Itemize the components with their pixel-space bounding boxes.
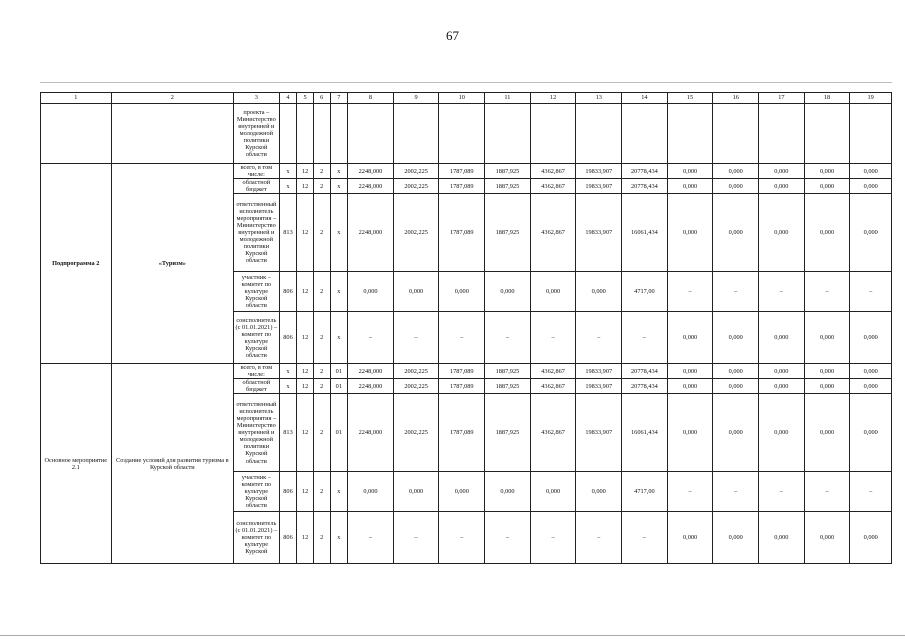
section-code-cell: 12	[297, 394, 314, 472]
section-code-cell: 12	[297, 312, 314, 364]
value-cell: 0,000	[759, 379, 805, 394]
value-cell: 0,000	[850, 164, 892, 179]
item-code-cell: х	[330, 472, 348, 512]
value-cell: 2002,225	[393, 179, 439, 194]
column-number: 15	[667, 93, 713, 104]
value-cell: 0,000	[713, 394, 759, 472]
value-cell: 19833,907	[576, 379, 622, 394]
value-cell: 0,000	[713, 512, 759, 564]
column-number: 6	[313, 93, 330, 104]
value-cell: –	[850, 472, 892, 512]
item-code-cell: х	[330, 272, 348, 312]
page-number: 67	[446, 28, 459, 43]
item-code-cell: х	[330, 512, 348, 564]
value-cell: 4362,867	[530, 179, 576, 194]
value-cell: 19833,907	[576, 194, 622, 272]
column-number: 3	[234, 93, 280, 104]
value-cell: 0,000	[348, 272, 394, 312]
value-cell: –	[667, 272, 713, 312]
value-cell: 2248,000	[348, 164, 394, 179]
subsection-code-cell: 2	[313, 179, 330, 194]
value-cell: 0,000	[804, 194, 850, 272]
value-cell: –	[576, 312, 622, 364]
item-code-cell: 01	[330, 379, 348, 394]
subsection-code-cell: 2	[313, 379, 330, 394]
value-cell: 4362,867	[530, 394, 576, 472]
value-cell: 0,000	[759, 312, 805, 364]
column-number: 16	[713, 93, 759, 104]
subsection-code-cell: 2	[313, 472, 330, 512]
value-cell: 0,000	[530, 472, 576, 512]
value-cell: –	[622, 312, 668, 364]
value-cell: –	[804, 472, 850, 512]
value-cell: 20778,434	[622, 179, 668, 194]
value-cell: 0,000	[713, 194, 759, 272]
subsection-code-cell: 2	[313, 394, 330, 472]
column-number: 5	[297, 93, 314, 104]
value-cell: 2002,225	[393, 164, 439, 179]
section-code-cell: 12	[297, 379, 314, 394]
admin-code-cell: 806	[279, 272, 297, 312]
value-cell: –	[439, 512, 485, 564]
table-row	[41, 164, 892, 179]
value-cell: 1787,089	[439, 179, 485, 194]
column-number: 1	[41, 93, 112, 104]
value-cell: 0,000	[804, 512, 850, 564]
value-cell: 2248,000	[348, 194, 394, 272]
value-cell: 19833,907	[576, 164, 622, 179]
value-cell: 0,000	[439, 472, 485, 512]
value-cell: 0,000	[439, 272, 485, 312]
value-cell: 4717,00	[622, 272, 668, 312]
value-cell: 2002,225	[393, 364, 439, 379]
admin-code-cell: 813	[279, 394, 297, 472]
value-cell: 0,000	[713, 364, 759, 379]
section-code-cell: 12	[297, 472, 314, 512]
section-name: «Туризм»	[111, 164, 233, 364]
value-cell: 2248,000	[348, 379, 394, 394]
activity-section	[41, 364, 892, 564]
subsection-code-cell: 2	[313, 512, 330, 564]
row-label: всего, в том числе:	[234, 164, 280, 179]
section-name: Создание условий для развития туризма в Курской области	[111, 364, 233, 564]
value-cell: 0,000	[804, 394, 850, 472]
value-cell: 2248,000	[348, 179, 394, 194]
value-cell: 0,000	[759, 394, 805, 472]
admin-code-cell: 806	[279, 472, 297, 512]
value-cell: 1887,925	[485, 164, 531, 179]
admin-code-cell: х	[279, 379, 297, 394]
value-cell: –	[667, 472, 713, 512]
subprogram-section	[41, 164, 892, 364]
value-cell: –	[622, 512, 668, 564]
row-label: участник – комитет по культуре Курской области	[234, 472, 280, 512]
column-number: 7	[330, 93, 348, 104]
value-cell: –	[713, 472, 759, 512]
value-cell: 2248,000	[348, 364, 394, 379]
admin-code-cell: х	[279, 179, 297, 194]
column-number: 8	[348, 93, 394, 104]
value-cell: 16061,434	[622, 394, 668, 472]
column-number: 10	[439, 93, 485, 104]
section-code-cell: 12	[297, 179, 314, 194]
subsection-code-cell: 2	[313, 164, 330, 179]
value-cell: 4717,00	[622, 472, 668, 512]
section-code-cell: 12	[297, 272, 314, 312]
budget-table	[40, 92, 892, 564]
value-cell: 0,000	[804, 312, 850, 364]
value-cell: 0,000	[667, 512, 713, 564]
value-cell: 0,000	[804, 379, 850, 394]
value-cell: 4362,867	[530, 364, 576, 379]
value-cell: 4362,867	[530, 379, 576, 394]
value-cell: 0,000	[850, 312, 892, 364]
value-cell: 0,000	[667, 312, 713, 364]
column-number: 12	[530, 93, 576, 104]
value-cell: 0,000	[759, 194, 805, 272]
value-cell: 0,000	[850, 394, 892, 472]
value-cell: 0,000	[576, 272, 622, 312]
value-cell: 0,000	[667, 179, 713, 194]
value-cell: –	[530, 312, 576, 364]
column-number: 17	[759, 93, 805, 104]
subsection-code-cell: 2	[313, 194, 330, 272]
column-number: 9	[393, 93, 439, 104]
value-cell: –	[804, 272, 850, 312]
item-code-cell: 01	[330, 394, 348, 472]
row-label: ответственный исполнитель мероприятия – Министерство внутренней и молодежной политики Курской области	[234, 194, 280, 272]
value-cell: 2002,225	[393, 394, 439, 472]
admin-code-cell: 806	[279, 512, 297, 564]
value-cell: 2002,225	[393, 379, 439, 394]
column-number: 13	[576, 93, 622, 104]
item-code-cell: 01	[330, 364, 348, 379]
bottom-rule	[0, 635, 905, 636]
value-cell: 1887,925	[485, 194, 531, 272]
value-cell: 0,000	[804, 364, 850, 379]
value-cell: –	[530, 512, 576, 564]
section-code-cell: 12	[297, 512, 314, 564]
admin-code-cell: х	[279, 164, 297, 179]
section-code-cell: 12	[297, 194, 314, 272]
value-cell: 4362,867	[530, 164, 576, 179]
value-cell: –	[485, 312, 531, 364]
table-row	[41, 364, 892, 379]
admin-code-cell: х	[279, 364, 297, 379]
value-cell: –	[393, 512, 439, 564]
value-cell: –	[348, 512, 394, 564]
value-cell: 0,000	[667, 394, 713, 472]
value-cell: 16061,434	[622, 194, 668, 272]
column-number: 19	[850, 93, 892, 104]
value-cell: 0,000	[393, 472, 439, 512]
section-code: Основное мероприятие 2.1	[41, 364, 112, 564]
value-cell: –	[759, 272, 805, 312]
value-cell: 20778,434	[622, 164, 668, 179]
value-cell: 1787,089	[439, 379, 485, 394]
value-cell: –	[485, 512, 531, 564]
value-cell: 1787,089	[439, 164, 485, 179]
column-number: 18	[804, 93, 850, 104]
value-cell: 0,000	[850, 379, 892, 394]
value-cell: 1887,925	[485, 379, 531, 394]
column-number-row	[41, 93, 892, 104]
value-cell: 0,000	[485, 272, 531, 312]
column-number: 14	[622, 93, 668, 104]
value-cell: 1887,925	[485, 364, 531, 379]
continuation-row	[41, 104, 892, 164]
value-cell: 0,000	[850, 364, 892, 379]
value-cell: 0,000	[348, 472, 394, 512]
value-cell: 0,000	[485, 472, 531, 512]
value-cell: 0,000	[713, 164, 759, 179]
value-cell: –	[439, 312, 485, 364]
value-cell: 0,000	[713, 312, 759, 364]
column-number: 11	[485, 93, 531, 104]
value-cell: 20778,434	[622, 364, 668, 379]
value-cell: 0,000	[804, 164, 850, 179]
value-cell: 1787,089	[439, 194, 485, 272]
item-code-cell: х	[330, 312, 348, 364]
subsection-code-cell: 2	[313, 272, 330, 312]
row-label: ответственный исполнитель мероприятия – Министерство внутренней и молодежной политики Курской области	[234, 394, 280, 472]
value-cell: 0,000	[850, 512, 892, 564]
value-cell: 4362,867	[530, 194, 576, 272]
value-cell: 0,000	[576, 472, 622, 512]
row-label: областной бюджет	[234, 379, 280, 394]
item-code-cell: х	[330, 194, 348, 272]
value-cell: –	[576, 512, 622, 564]
item-code-cell: х	[330, 164, 348, 179]
value-cell: 20778,434	[622, 379, 668, 394]
column-number: 2	[111, 93, 233, 104]
value-cell: 0,000	[530, 272, 576, 312]
value-cell: 0,000	[667, 164, 713, 179]
value-cell: –	[348, 312, 394, 364]
value-cell: 1787,089	[439, 394, 485, 472]
value-cell: 1887,925	[485, 179, 531, 194]
continuation-executor: проекта – Министерство внутренней и молодежной политики Курской области	[234, 104, 280, 164]
row-label: участник – комитет по культуре Курской области	[234, 272, 280, 312]
subsection-code-cell: 2	[313, 364, 330, 379]
subsection-code-cell: 2	[313, 312, 330, 364]
section-code: Подпрограмма 2	[41, 164, 112, 364]
column-number: 4	[279, 93, 297, 104]
value-cell: 0,000	[850, 179, 892, 194]
top-rule	[40, 82, 892, 83]
row-label: областной бюджет	[234, 179, 280, 194]
value-cell: 19833,907	[576, 364, 622, 379]
row-label: соисполнитель (с 01.01.2021) – комитет по культуре Курской	[234, 512, 280, 564]
row-label: всего, в том числе:	[234, 364, 280, 379]
value-cell: 0,000	[713, 179, 759, 194]
section-code-cell: 12	[297, 164, 314, 179]
value-cell: 0,000	[393, 272, 439, 312]
value-cell: 0,000	[804, 179, 850, 194]
value-cell: 0,000	[667, 379, 713, 394]
value-cell: 0,000	[759, 512, 805, 564]
row-label: соисполнитель (с 01.01.2021) – комитет по культуре Курской области	[234, 312, 280, 364]
admin-code-cell: 813	[279, 194, 297, 272]
value-cell: 0,000	[850, 194, 892, 272]
value-cell: –	[850, 272, 892, 312]
value-cell: 0,000	[759, 364, 805, 379]
value-cell: 19833,907	[576, 179, 622, 194]
item-code-cell: х	[330, 179, 348, 194]
section-code-cell: 12	[297, 364, 314, 379]
value-cell: 0,000	[667, 194, 713, 272]
value-cell: –	[713, 272, 759, 312]
value-cell: 0,000	[713, 379, 759, 394]
value-cell: –	[393, 312, 439, 364]
value-cell: –	[759, 472, 805, 512]
value-cell: 19833,907	[576, 394, 622, 472]
value-cell: 2002,225	[393, 194, 439, 272]
value-cell: 0,000	[759, 179, 805, 194]
value-cell: 1887,925	[485, 394, 531, 472]
value-cell: 0,000	[759, 164, 805, 179]
value-cell: 2248,000	[348, 394, 394, 472]
value-cell: 0,000	[667, 364, 713, 379]
admin-code-cell: 806	[279, 312, 297, 364]
value-cell: 1787,089	[439, 364, 485, 379]
